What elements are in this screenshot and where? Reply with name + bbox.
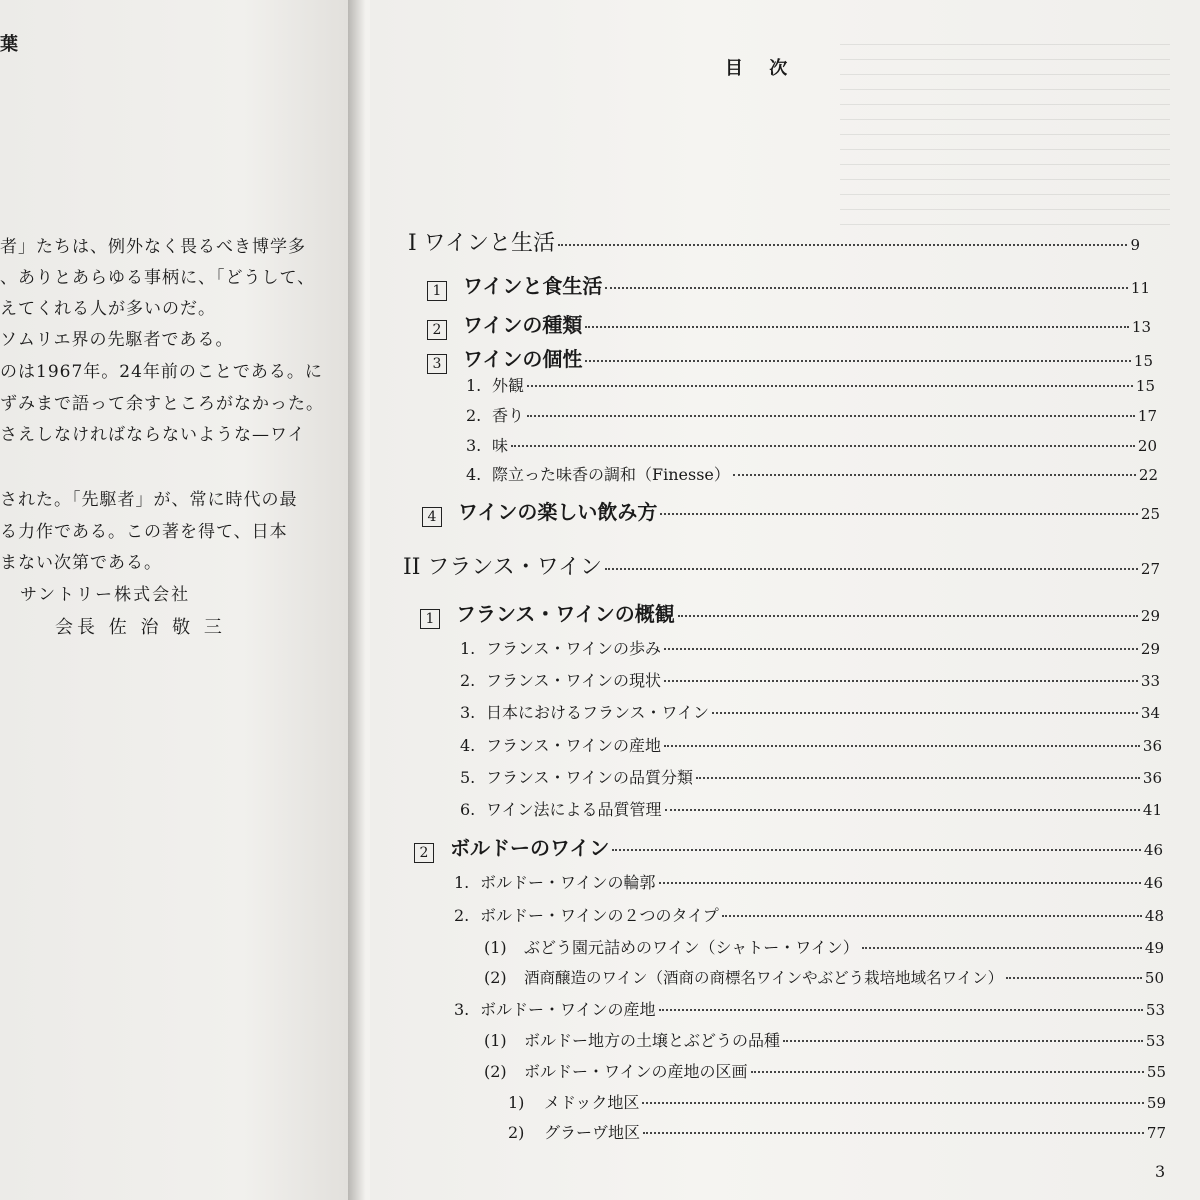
toc-leader: [1006, 977, 1142, 979]
toc-item: [466, 433, 1157, 456]
toc-page-number: 49: [1144, 939, 1164, 957]
toc-leader: [751, 1071, 1144, 1073]
toc-entry-text: ワインの個性: [463, 347, 583, 371]
toc-entry-text: 香り: [492, 406, 525, 425]
toc-entry-text: I ワインと生活: [408, 231, 556, 256]
toc-entry-text: ボルドー地方の土壌とぶどうの品種: [524, 1031, 781, 1050]
toc-page-number: 59: [1146, 1094, 1166, 1112]
toc-entry-text: フランス・ワインの品質分類: [486, 768, 694, 787]
toc-item-number: 3.: [460, 703, 476, 722]
toc-item: [460, 668, 1160, 691]
section-number-box: 2: [414, 843, 434, 863]
toc-item: [454, 997, 1165, 1020]
toc-page-number: 29: [1140, 640, 1160, 658]
toc-item: [454, 870, 1163, 893]
toc-subitem: [484, 1059, 1166, 1082]
toc-page-number: 41: [1142, 801, 1162, 819]
toc-item: [460, 797, 1162, 820]
toc-item: [460, 733, 1162, 756]
toc-leader: [612, 849, 1141, 851]
bleed-through-text: [840, 30, 1170, 230]
toc-section: [414, 832, 1163, 861]
toc-item: [454, 903, 1164, 926]
toc-leader: [585, 360, 1131, 362]
toc-item-number: 1.: [466, 376, 482, 395]
toc-page-number: 50: [1144, 969, 1164, 987]
toc-leader: [642, 1102, 1144, 1104]
toc-leader: [527, 415, 1135, 417]
section-number-box: 1: [427, 281, 447, 301]
toc-page-number: 46: [1143, 841, 1163, 859]
toc-leader: [862, 947, 1142, 949]
toc-section: [420, 598, 1160, 627]
toc-item-number: 2.: [454, 906, 470, 925]
section-number-box: 2: [427, 320, 447, 340]
toc-leader: [585, 326, 1129, 328]
company-name: サントリー株式会社: [20, 585, 191, 605]
toc-page-number: 33: [1140, 672, 1160, 690]
toc-item-number: (2): [484, 1062, 507, 1081]
toc-subitem: [484, 1028, 1165, 1051]
section-number-box: 1: [420, 609, 440, 629]
toc-entry-text: II フランス・ワイン: [403, 555, 603, 580]
left-page-line: ずみまで語って余すところがなかった。: [0, 394, 324, 414]
toc-item-number: 4.: [466, 465, 482, 484]
toc-item-number: 1.: [460, 639, 476, 658]
toc-subsubitem: [508, 1090, 1166, 1113]
left-page-line: のは1967年。24年前のことである。に: [0, 362, 323, 382]
toc-entry-text: ワイン法による品質管理: [486, 800, 662, 819]
toc-page-number: 53: [1145, 1001, 1165, 1019]
toc-page-number: 11: [1130, 279, 1150, 297]
toc-item-number: 6.: [460, 800, 476, 819]
toc-item-number: (2): [484, 968, 507, 987]
toc-entry-text: フランス・ワインの現状: [486, 671, 662, 690]
toc-entry-text: メドック地区: [544, 1093, 640, 1112]
toc-leader: [733, 474, 1136, 476]
toc-leader: [664, 680, 1138, 682]
toc-entry-text: ボルドー・ワインの２つのタイプ: [480, 906, 719, 925]
toc-leader: [712, 712, 1138, 714]
toc-entry-text: 酒商醸造のワイン（酒商の商標名ワインやぶどう栽培地域名ワイン）: [524, 969, 1004, 987]
toc-entry-text: ワインと食生活: [463, 274, 603, 298]
toc-section: [427, 343, 1153, 372]
toc-leader: [527, 385, 1133, 387]
toc-page-number: 20: [1137, 437, 1157, 455]
toc-item-number: 1.: [454, 873, 470, 892]
toc-subsubitem: [508, 1120, 1166, 1143]
toc-item-number: 2.: [460, 671, 476, 690]
toc-page-number: 46: [1143, 874, 1163, 892]
toc-section: [427, 309, 1151, 338]
toc-page-number: 53: [1145, 1032, 1165, 1050]
toc-page-number: 34: [1140, 704, 1160, 722]
left-page-line: された。「先駆者」が、常に時代の最: [0, 490, 298, 510]
toc-leader: [664, 745, 1140, 747]
toc-item-number: 3.: [454, 1000, 470, 1019]
toc-section: [422, 496, 1160, 525]
book-gutter: [348, 0, 370, 1200]
toc-page-number: 15: [1135, 377, 1155, 395]
toc-page-number: 13: [1131, 318, 1151, 336]
toc-leader: [659, 882, 1141, 884]
toc-item-number: 1): [508, 1093, 525, 1112]
toc-entry-text: 味: [492, 436, 509, 455]
toc-leader: [605, 287, 1128, 289]
toc-leader: [605, 568, 1138, 570]
left-page-line: る力作である。この著を得て、日本: [0, 522, 288, 542]
toc-item-number: 3.: [466, 436, 482, 455]
toc-item-number: 4.: [460, 736, 476, 755]
toc-section: [427, 270, 1150, 299]
toc-page-number: 17: [1137, 407, 1157, 425]
toc-item: [466, 373, 1155, 396]
toc-page-number: 15: [1133, 352, 1153, 370]
toc-leader: [659, 1009, 1143, 1011]
toc-item-number: 2): [508, 1123, 525, 1142]
left-page-line: 、ありとあらゆる事柄に、「どうして、: [0, 268, 316, 288]
toc-item-number: (1): [484, 938, 507, 957]
toc-page-number: 9: [1130, 236, 1140, 254]
toc-item: [466, 403, 1157, 426]
toc-entry-text: フランス・ワインの産地: [486, 736, 662, 755]
toc-page-number: 48: [1144, 907, 1164, 925]
toc-entry-text: フランス・ワインの歩み: [486, 639, 662, 658]
toc-subitem: [484, 935, 1164, 958]
toc-entry-text: フランス・ワインの概観: [456, 602, 675, 626]
toc-entry-text: ワインの種類: [463, 313, 583, 337]
toc-leader: [511, 445, 1135, 447]
left-page-heading: 葉: [0, 34, 18, 55]
toc-subitem: [484, 966, 1164, 988]
toc-entry-text: 外観: [492, 376, 525, 395]
toc-item-number: (1): [484, 1031, 507, 1050]
toc-entry-text: 日本におけるフランス・ワイン: [486, 703, 710, 722]
toc-leader: [660, 513, 1138, 515]
toc-leader: [643, 1132, 1144, 1134]
section-number-box: 3: [427, 354, 447, 374]
toc-leader: [678, 615, 1138, 617]
toc-entry-text: ワインの楽しい飲み方: [458, 500, 658, 524]
left-page-line: まない次第である。: [0, 553, 162, 573]
toc-page-number: 77: [1146, 1124, 1166, 1142]
toc-item: [460, 636, 1160, 659]
left-page: [0, 0, 348, 1200]
toc-page-number: 22: [1138, 466, 1158, 484]
page-number: 3: [1155, 1162, 1166, 1181]
toc-item-number: 5.: [460, 768, 476, 787]
toc-leader: [783, 1040, 1143, 1042]
toc-entry-text: 際立った味香の調和（Finesse）: [492, 465, 730, 484]
section-number-box: 4: [422, 507, 442, 527]
toc-entry-text: ボルドー・ワインの産地の区画: [524, 1062, 748, 1081]
toc-leader: [722, 915, 1142, 917]
toc-page-number: 29: [1140, 607, 1160, 625]
left-page-line: さえしなければならないような—ワイ: [0, 425, 306, 445]
signature: 会長 佐 治 敬 三: [55, 617, 226, 638]
toc-page-number: 55: [1146, 1063, 1166, 1081]
toc-entry-text: ぶどう園元詰めのワイン（シャトー・ワイン）: [524, 938, 859, 957]
toc-leader: [664, 648, 1138, 650]
right-page: [370, 0, 1200, 1200]
toc-item: [460, 700, 1160, 723]
left-page-line: えてくれる人が多いのだ。: [0, 299, 216, 319]
toc-title: 目 次: [725, 58, 798, 79]
toc-item-number: 2.: [466, 406, 482, 425]
toc-leader: [696, 777, 1140, 779]
toc-page-number: 25: [1140, 505, 1160, 523]
toc-page-number: 36: [1142, 737, 1162, 755]
toc-entry-text: ボルドー・ワインの輪郭: [480, 873, 656, 892]
toc-entry-text: ボルドー・ワインの産地: [480, 1000, 656, 1019]
toc-leader: [558, 244, 1127, 246]
toc-chapter: [408, 226, 1140, 257]
toc-entry-text: ボルドーのワイン: [450, 836, 610, 860]
toc-chapter: [403, 550, 1160, 581]
toc-item: [460, 765, 1162, 788]
toc-page-number: 27: [1140, 560, 1160, 578]
toc-entry-text: グラーヴ地区: [544, 1123, 641, 1142]
toc-page-number: 36: [1142, 769, 1162, 787]
toc-leader: [665, 809, 1140, 811]
left-page-line: 者」たちは、例外なく畏るべき博学多: [0, 237, 306, 257]
left-page-line: ソムリエ界の先駆者である。: [0, 330, 234, 350]
toc-item: [466, 462, 1158, 485]
